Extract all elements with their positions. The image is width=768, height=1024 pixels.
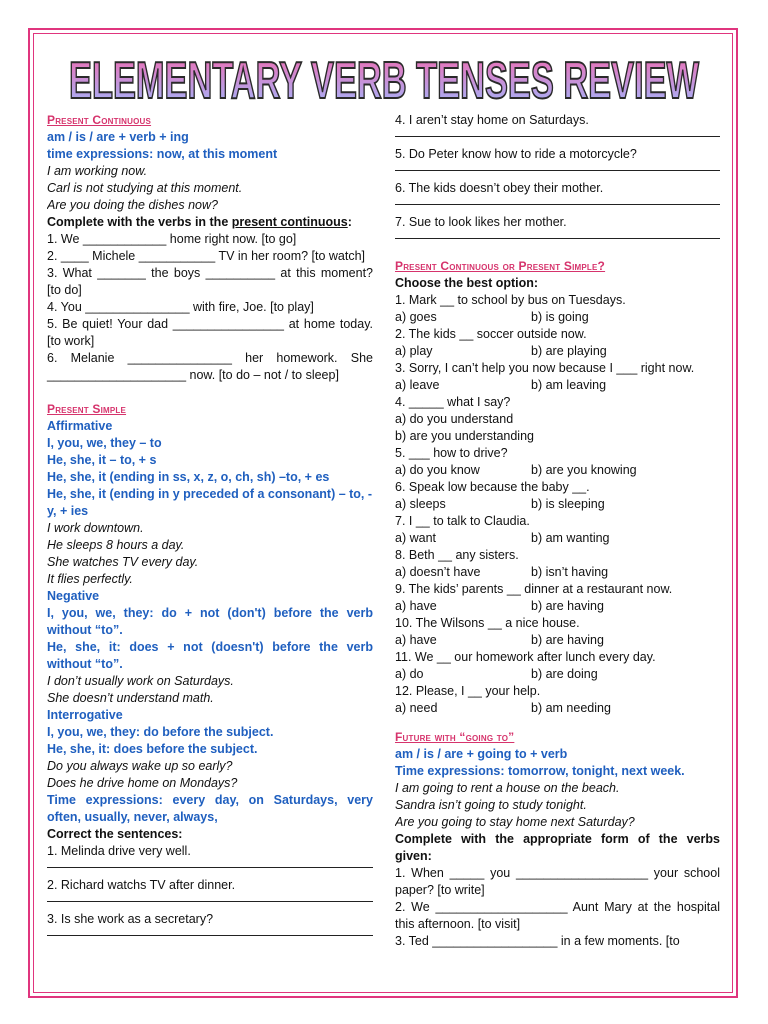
choice-option-b[interactable]: b) are playing <box>531 344 607 358</box>
choice-option-a[interactable]: a) need <box>395 701 438 715</box>
pc-time-expressions: time expressions: now, at this moment <box>47 147 278 161</box>
answer-line[interactable] <box>395 170 720 171</box>
choice-option-b[interactable]: b) are having <box>531 599 604 613</box>
choice-question: 2. The kids __ soccer outside now. <box>395 327 587 341</box>
pc-question-1: 1. We ____________ home right now. [to go] <box>47 232 297 246</box>
ps-interrogative-rule-2: He, she, it: does before the subject. <box>47 742 258 756</box>
pc-instruction-a: Complete with the verbs in the <box>47 215 232 229</box>
choice-options <box>395 309 720 326</box>
choice-option-b[interactable]: b) is sleeping <box>531 497 605 511</box>
choice-options <box>395 700 720 717</box>
choice-question: 10. The Wilsons __ a nice house. <box>395 616 580 630</box>
choice-option-a[interactable]: a) do you know <box>395 463 480 477</box>
correct-sentence-6: 6. The kids doesn’t obey their mother. <box>395 181 604 195</box>
choice-question: 5. ___ how to drive? <box>395 446 508 460</box>
choice-options <box>395 598 720 615</box>
ps-affirmative-label: Affirmative <box>47 419 113 433</box>
future-question-3: 3. Ted __________________ in a few moments. [to <box>395 934 680 948</box>
ps-interrogative-example-1: Do you always wake up so early? <box>47 759 233 773</box>
future-example-1: I am going to rent a house on the beach. <box>395 781 620 795</box>
ps-negative-example-1: I don’t usually work on Saturdays. <box>47 674 234 688</box>
ps-rule-2: He, she, it – to, + s <box>47 453 157 467</box>
pc-question-2: 2. ____ Michele ___________ TV in her room? [to watch] <box>47 249 366 263</box>
choice-option-a[interactable]: a) have <box>395 633 437 647</box>
pc-example-2: Carl is not studying at this moment. <box>47 181 243 195</box>
choice-question: 3. Sorry, I can’t help you now because I ___ right now. <box>395 361 695 375</box>
choice-options <box>395 632 720 649</box>
ps-time-expressions: Time expressions: every day, on Saturdays, very often, usually, never, always, <box>47 793 373 824</box>
choice-option-a[interactable]: a) do you understand <box>395 412 514 426</box>
ps-rule-3: He, she, it (ending in ss, x, z, o, ch, sh) –to, + es <box>47 470 330 484</box>
pc-question-6: 6. Melanie _______________ her homework. She ____________________ now. [to do – not / to sleep] <box>47 351 373 382</box>
ps-rule-1: I, you, we, they – to <box>47 436 162 450</box>
ps-interrogative-rule-1: I, you, we, they: do before the subject. <box>47 725 274 739</box>
pc-instruction-c: : <box>347 215 352 229</box>
choice-option-b[interactable]: b) are you knowing <box>531 463 637 477</box>
section-heading-future-going-to: Future with “going to” <box>395 730 515 744</box>
pc-question-5: 5. Be quiet! Your dad ________________ at home today. [to work] <box>47 317 373 348</box>
choice-question: 7. I __ to talk to Claudia. <box>395 514 530 528</box>
choice-question: 4. _____ what I say? <box>395 395 511 409</box>
answer-line[interactable] <box>47 867 373 868</box>
title-text: ELEMENTARY VERB TENSES REVIEW <box>69 52 700 110</box>
ps-interrogative-label: Interrogative <box>47 708 123 722</box>
choice-option-a[interactable]: a) sleeps <box>395 497 446 511</box>
answer-line[interactable] <box>395 238 720 239</box>
left-column <box>47 112 373 945</box>
choice-options <box>395 564 720 581</box>
choice-option-a[interactable]: a) leave <box>395 378 440 392</box>
worksheet-title <box>60 40 708 114</box>
correct-sentence-4: 4. I aren’t stay home on Saturdays. <box>395 113 589 127</box>
ps-negative-rule-2: He, she, it: does + not (doesn't) before the verb without “to”. <box>47 640 373 671</box>
section-heading-present-continuous: Present Continuous <box>47 113 152 127</box>
ps-example-2: He sleeps 8 hours a day. <box>47 538 185 552</box>
choice-option-a[interactable]: a) have <box>395 599 437 613</box>
section-heading-pc-or-ps: Present Continuous or Present Simple? <box>395 259 606 273</box>
choice-options <box>395 462 720 479</box>
choice-option-b[interactable]: b) isn’t having <box>531 565 609 579</box>
title-graphic <box>60 40 708 114</box>
choice-option-a[interactable]: a) doesn’t have <box>395 565 481 579</box>
choice-options <box>395 377 720 394</box>
answer-line[interactable] <box>47 935 373 936</box>
correct-sentence-1: 1. Melinda drive very well. <box>47 844 191 858</box>
ps-example-4: It flies perfectly. <box>47 572 133 586</box>
choice-options <box>395 666 720 683</box>
pc-rule: am / is / are + verb + ing <box>47 130 189 144</box>
correct-sentence-5: 5. Do Peter know how to ride a motorcycle? <box>395 147 637 161</box>
correct-sentence-7: 7. Sue to look likes her mother. <box>395 215 567 229</box>
future-example-3: Are you going to stay home next Saturday? <box>395 815 635 829</box>
ps-correct-instruction: Correct the sentences: <box>47 827 183 841</box>
future-question-1: 1. When _____ you ___________________ your school paper? [to write] <box>395 866 720 897</box>
future-rule: am / is / are + going to + verb <box>395 747 568 761</box>
choice-option-b[interactable]: b) is going <box>531 310 589 324</box>
ps-negative-label: Negative <box>47 589 100 603</box>
choice-options <box>395 496 720 513</box>
choice-option-b[interactable]: b) are doing <box>531 667 598 681</box>
future-time-expressions: Time expressions: tomorrow, tonight, next week. <box>395 764 685 778</box>
choice-option-a[interactable]: a) want <box>395 531 436 545</box>
future-example-2: Sandra isn’t going to study tonight. <box>395 798 587 812</box>
section-heading-present-simple: Present Simple <box>47 402 127 416</box>
answer-line[interactable] <box>395 136 720 137</box>
ps-interrogative-example-2: Does he drive home on Mondays? <box>47 776 238 790</box>
choice-option-a[interactable]: a) goes <box>395 310 437 324</box>
correct-sentence-3: 3. Is she work as a secretary? <box>47 912 214 926</box>
choice-options <box>395 530 720 547</box>
ps-rule-4: He, she, it (ending in y preceded of a consonant) – to, - y, + ies <box>47 487 373 518</box>
answer-line[interactable] <box>395 204 720 205</box>
choice-option-b[interactable]: b) am wanting <box>531 531 610 545</box>
choose-instruction: Choose the best option: <box>395 276 539 290</box>
choice-option-a[interactable]: a) do <box>395 667 424 681</box>
choice-option-b[interactable]: b) am leaving <box>531 378 607 392</box>
choice-question: 11. We __ our homework after lunch every day. <box>395 650 656 664</box>
choice-option-b[interactable]: b) are you understanding <box>395 429 534 443</box>
ps-example-1: I work downtown. <box>47 521 144 535</box>
choice-options <box>395 343 720 360</box>
ps-negative-example-2: She doesn’t understand math. <box>47 691 214 705</box>
pc-example-3: Are you doing the dishes now? <box>47 198 218 212</box>
choice-question: 8. Beth __ any sisters. <box>395 548 519 562</box>
pc-example-1: I am working now. <box>47 164 148 178</box>
choice-option-a[interactable]: a) play <box>395 344 433 358</box>
ps-example-3: She watches TV every day. <box>47 555 199 569</box>
pc-instruction <box>47 214 373 231</box>
choice-question: 9. The kids’ parents __ dinner at a restaurant now. <box>395 582 673 596</box>
choice-question: 6. Speak low because the baby __. <box>395 480 590 494</box>
choice-question: 12. Please, I __ your help. <box>395 684 541 698</box>
future-instruction: Complete with the appropriate form of the verbs given: <box>395 832 720 863</box>
future-question-2: 2. We ___________________ Aunt Mary at the hospital this afternoon. [to visit] <box>395 900 720 931</box>
answer-line[interactable] <box>47 901 373 902</box>
choice-option-b[interactable]: b) are having <box>531 633 604 647</box>
pc-instruction-b: present continuous <box>231 215 348 229</box>
ps-negative-rule-1: I, you, we, they: do + not (don't) before the verb without “to”. <box>47 606 373 637</box>
choice-option-b[interactable]: b) am needing <box>531 701 611 715</box>
choice-list <box>395 292 720 717</box>
pc-question-3: 3. What _______ the boys __________ at this moment? [to do] <box>47 266 373 297</box>
correct-sentence-2: 2. Richard watchs TV after dinner. <box>47 878 236 892</box>
right-column <box>395 112 720 950</box>
pc-question-4: 4. You _______________ with fire, Joe. [to play] <box>47 300 314 314</box>
choice-question: 1. Mark __ to school by bus on Tuesdays. <box>395 293 626 307</box>
